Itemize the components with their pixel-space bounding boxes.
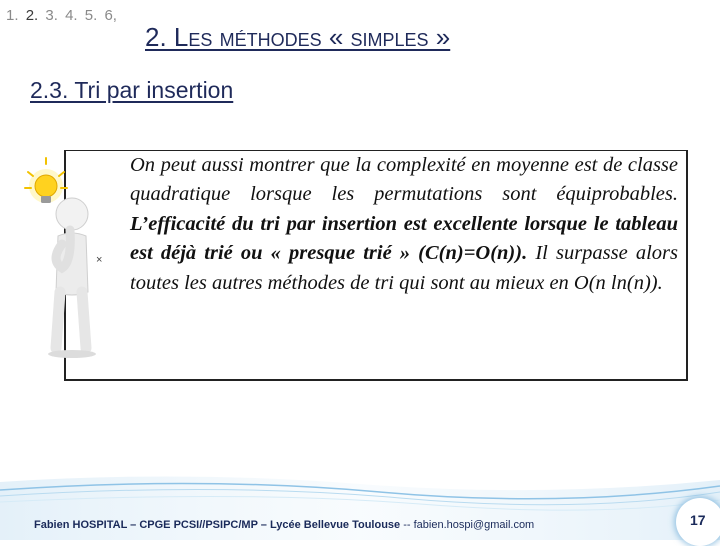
section-nav-item[interactable]: 3. [45,7,58,24]
section-nav-item[interactable]: 4. [65,7,78,24]
section-nav-item-current[interactable]: 2. [25,7,39,24]
page-number: 17 [690,512,706,528]
footer-author: Fabien HOSPITAL – CPGE PCSI//PSIPC/MP – Lycée Bellevue Toulouse [34,519,401,531]
bullet-mark: × [96,254,103,266]
section-nav [6,7,120,24]
slide-title: 2. Les méthodes « simples » [145,22,451,52]
body-text-bold: L’efficacité du tri par insertion est excellente lorsque le tableau est déjà trié ou « presque trié » (C(n)=O(n)). [130,212,678,265]
footer-contact: -- fabien.hospi@gmail.com [400,519,535,531]
section-nav-item[interactable]: 5. [84,7,98,24]
section-nav-item[interactable]: 1. [6,7,19,24]
section-nav-item[interactable]: 6, [104,7,117,24]
body-text-regular: On peut aussi montrer que la complexité en moyenne est de classe quadratique lorsque les permutations sont équiprobables. [130,154,678,206]
body-text-regular: Il surpasse alors toutes les autres méthodes de tri qui sont au mieux en O(n ln(n)). [130,242,678,294]
footer-text [34,519,534,531]
section-subtitle: 2.3. Tri par insertion [30,77,234,103]
body-paragraph [130,151,678,298]
